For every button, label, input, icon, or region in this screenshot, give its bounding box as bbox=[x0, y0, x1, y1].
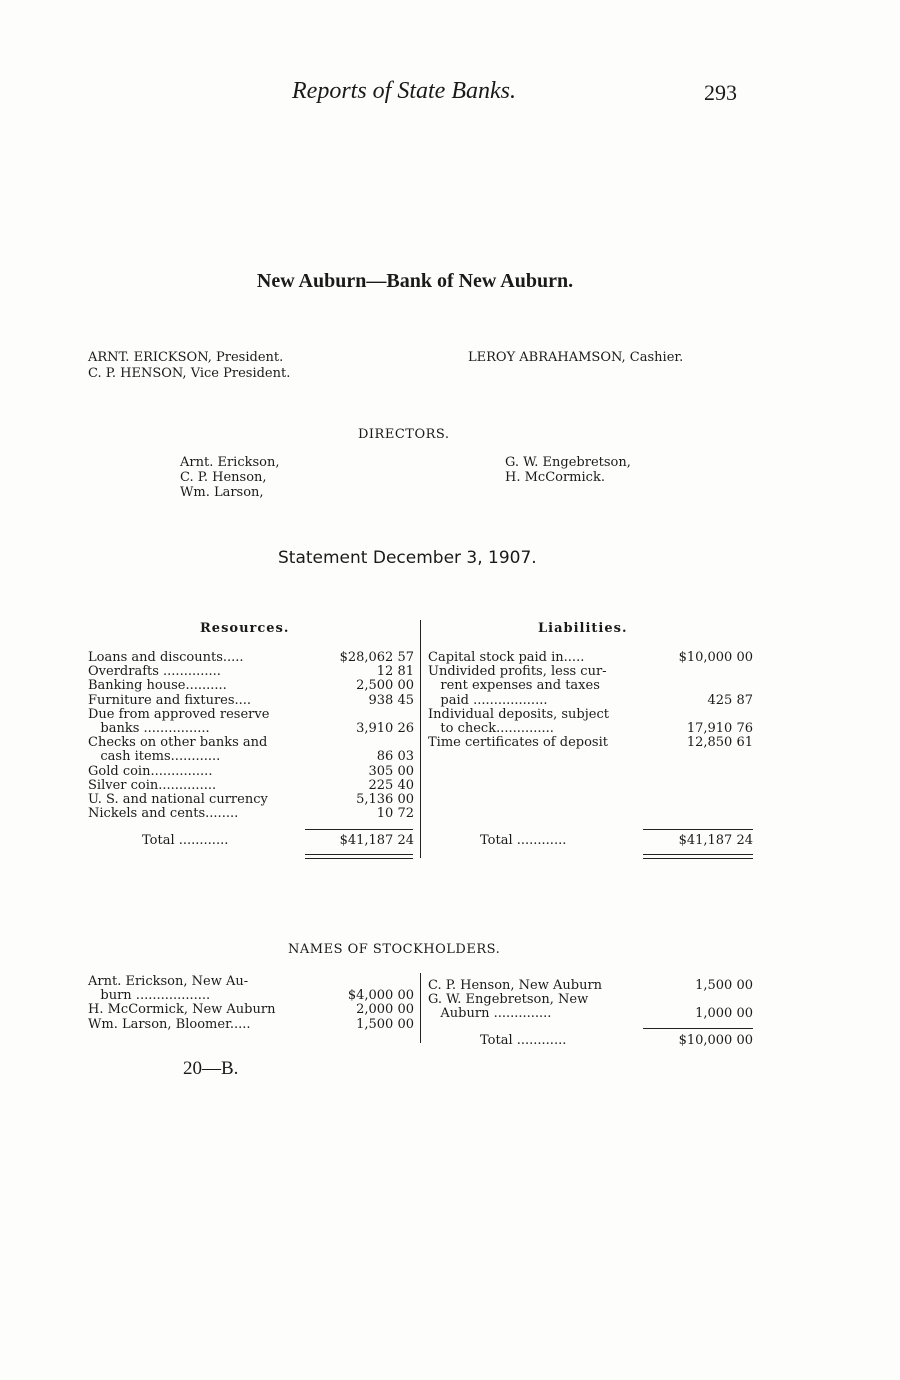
row-label: U. S. and national currency bbox=[88, 792, 268, 807]
president: ARNT. ERICKSON, President. bbox=[88, 350, 284, 365]
row-amount: 12 81 bbox=[376, 664, 414, 680]
director: C. P. Henson, bbox=[180, 470, 267, 485]
row-label: Furniture and fixtures.... bbox=[88, 692, 252, 708]
running-title: Reports of State Banks. bbox=[292, 78, 516, 104]
row-label: H. McCormick, New Auburn bbox=[88, 1002, 276, 1018]
row-label: Individual deposits, subject bbox=[428, 706, 609, 722]
vice-president: C. P. HENSON, Vice President. bbox=[88, 366, 291, 381]
row-amount: 10 72 bbox=[376, 806, 414, 822]
liabilities-total-amount: $41,187 24 bbox=[678, 833, 753, 848]
liabilities-total-label: Total ............ bbox=[480, 833, 567, 848]
stockholders-sum-rule bbox=[643, 1028, 753, 1029]
row-label: Arnt. Erickson, New Au- bbox=[88, 974, 249, 989]
row-amount: 17,910 76 bbox=[686, 721, 753, 736]
row-label: G. W. Engebretson, New bbox=[428, 992, 589, 1008]
row-label: cash items............ bbox=[88, 749, 221, 765]
row-amount: 5,136 00 bbox=[356, 792, 414, 807]
row-amount: 12,850 61 bbox=[686, 735, 753, 751]
row-amount: 2,500 00 bbox=[356, 678, 414, 694]
director: G. W. Engebretson, bbox=[505, 455, 631, 470]
row-amount: 2,000 00 bbox=[356, 1002, 414, 1018]
row-label: C. P. Henson, New Auburn bbox=[428, 978, 603, 993]
row-label: paid .................. bbox=[428, 692, 548, 708]
bank-title: New Auburn—Bank of New Auburn. bbox=[256, 270, 574, 292]
row-label: Undivided profits, less cur- bbox=[428, 664, 607, 680]
row-amount: 1,500 00 bbox=[356, 1016, 414, 1032]
statement-title: Statement December 3, 1907. bbox=[278, 548, 537, 568]
row-amount: 1,000 00 bbox=[695, 1006, 753, 1022]
row-label: Overdrafts .............. bbox=[88, 664, 221, 680]
resources-total-label: Total ............ bbox=[142, 833, 229, 848]
officers-left bbox=[88, 350, 290, 382]
row-label: Silver coin.............. bbox=[88, 777, 217, 793]
row-amount: $10,000 00 bbox=[678, 650, 753, 665]
row-label: Wm. Larson, Bloomer..... bbox=[88, 1016, 251, 1032]
row-amount: $4,000 00 bbox=[347, 988, 414, 1004]
directors-heading: DIRECTORS. bbox=[358, 427, 450, 442]
row-amount: 938 45 bbox=[368, 692, 414, 708]
sheet-signature: 20—B. bbox=[183, 1058, 239, 1079]
resources-total-amount: $41,187 24 bbox=[339, 833, 414, 848]
resources-sum-rule bbox=[305, 829, 413, 830]
row-label: Checks on other banks and bbox=[88, 735, 268, 751]
resources-double-rule bbox=[305, 854, 413, 859]
row-label: banks ................ bbox=[88, 721, 210, 736]
director: H. McCormick. bbox=[505, 470, 605, 485]
liabilities-double-rule bbox=[643, 854, 753, 859]
row-label: Due from approved reserve bbox=[88, 706, 270, 722]
director: Arnt. Erickson, bbox=[180, 455, 280, 470]
row-label: Loans and discounts..... bbox=[88, 650, 244, 665]
row-label: Nickels and cents........ bbox=[88, 806, 239, 822]
row-label: to check.............. bbox=[428, 721, 554, 736]
stockholders-total-label: Total ............ bbox=[480, 1033, 567, 1048]
resources-heading: Resources. bbox=[200, 621, 290, 636]
director: Wm. Larson, bbox=[180, 485, 264, 500]
row-label: Gold coin............... bbox=[88, 763, 213, 779]
stockholders-divider bbox=[420, 973, 421, 1043]
page-number: 293 bbox=[704, 80, 737, 105]
row-label: burn .................. bbox=[88, 988, 211, 1004]
liabilities-sum-rule bbox=[643, 829, 753, 830]
directors-left bbox=[180, 455, 280, 500]
row-amount: 86 03 bbox=[376, 749, 414, 765]
column-divider bbox=[420, 620, 421, 858]
row-amount: 225 40 bbox=[368, 777, 414, 793]
row-amount: 305 00 bbox=[368, 763, 414, 779]
stockholders-total-amount: $10,000 00 bbox=[678, 1033, 753, 1048]
directors-right bbox=[505, 455, 631, 485]
row-label: Time certificates of deposit bbox=[428, 735, 608, 751]
row-amount: $28,062 57 bbox=[339, 650, 414, 665]
liabilities-heading: Liabilities. bbox=[538, 621, 628, 636]
row-label: rent expenses and taxes bbox=[428, 678, 600, 694]
row-amount: 3,910 26 bbox=[356, 721, 414, 736]
stockholders-heading: NAMES OF STOCKHOLDERS. bbox=[288, 942, 501, 957]
cashier: LEROY ABRAHAMSON, Cashier. bbox=[468, 350, 684, 365]
row-amount: 1,500 00 bbox=[695, 978, 753, 993]
row-label: Capital stock paid in..... bbox=[428, 650, 585, 665]
row-label: Banking house.......... bbox=[88, 678, 227, 694]
row-label: Auburn .............. bbox=[428, 1006, 552, 1022]
row-amount: 425 87 bbox=[707, 692, 753, 708]
